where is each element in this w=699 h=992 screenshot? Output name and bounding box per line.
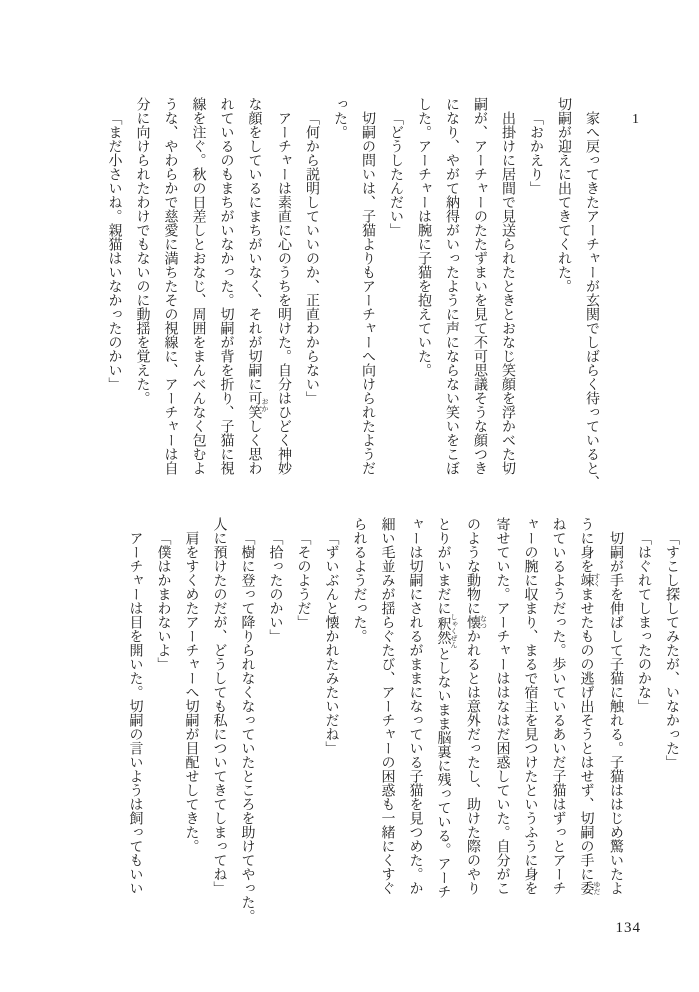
text-line: 肩をすくめたアーチャーへ切嗣が目配せしてきた。 xyxy=(183,531,199,853)
ruby-annotation: 懐 なつ xyxy=(465,615,488,629)
ruby-annotation: 可笑 おか xyxy=(246,391,269,419)
text-line: 「どうしたんだい」 xyxy=(388,111,403,237)
text-block-bottom xyxy=(121,517,686,923)
text-line: れているのもまちがいなかった。切嗣が背を折り、子猫に視 xyxy=(218,97,234,475)
text-line: 細い毛並みが揺らぐたび、アーチャーの困惑も一緒にくすぐ xyxy=(379,517,395,895)
section-number: 1 xyxy=(628,112,643,127)
text-line: 人に預けたのだが、どうしても私についてきてしまってね」 xyxy=(211,517,227,895)
text-line: な顔をしているにまちがいなく、それが切嗣に可笑 おかしく思わ xyxy=(246,97,269,475)
text-line: 「僕はかまわないよ」 xyxy=(155,531,171,671)
text-line: 「そのようだ」 xyxy=(295,531,311,629)
text-block-top xyxy=(100,97,650,489)
ruby-annotation: 竦 すく xyxy=(578,573,601,587)
text-line: 嗣が、アーチャーのたたずまいを見て不可思議そうな顔つき xyxy=(472,97,487,475)
ruby-annotation: 委 ゆだ xyxy=(578,881,601,895)
text-line: 寄せていた。アーチャーははなはだ困惑していた。自分がこ xyxy=(494,517,510,895)
text-line: になり、やがて納得がいったように声にならない笑いをこぼ xyxy=(444,97,459,475)
text-line: 分に向けられたわけでもないのに動揺を覚えた。 xyxy=(134,97,150,405)
text-line: うに身を竦 すくませたものの逃げ出そうとはせず、切嗣の手に委 ゆだ xyxy=(578,517,601,895)
text-line: 「拾ったのかい」 xyxy=(267,531,283,643)
text-line: ャーは切嗣にされるがままになっている子猫を見つめた。か xyxy=(407,517,423,895)
text-line: した。アーチャーは腕に子猫を抱えていた。 xyxy=(416,97,431,377)
text-line: 切嗣が迎えに出てきてくれた。 xyxy=(556,97,571,293)
text-line: られるようだった。 xyxy=(351,517,367,643)
text-line: 切嗣の問いは、子猫よりもアーチャーへ向けられたようだ xyxy=(360,111,375,475)
text-line: 「はぐれてしまったのかな」 xyxy=(636,531,651,713)
text-line: 「ずいぶんと懐かれたみたいだね」 xyxy=(323,531,339,755)
ruby-annotation: 釈然 しゃくぜん xyxy=(435,613,458,649)
text-line: 「何から説明していいのか、正直わからない」 xyxy=(304,111,319,405)
text-line: 家へ戻ってきたアーチャーが玄関でしばらく待っていると、 xyxy=(584,111,599,489)
text-line: うな、やわらかで慈愛に満ちたその視線に、アーチャーは自 xyxy=(162,97,178,475)
text-line: 「まだ小さいね。親猫はいなかったのかい」 xyxy=(106,111,122,391)
text-line: 「樹に登って降りられなくなっていたところを助けてやった。 xyxy=(239,531,255,923)
page-number: 134 xyxy=(615,920,641,936)
text-line: アーチャーは素直に心のうちを明けた。自分はひどく神妙 xyxy=(276,111,291,475)
text-line: った。 xyxy=(332,97,347,139)
text-line: とりがいまだに釈然 しゃくぜんとしないまま脳裏に残っている。アーチ xyxy=(435,517,458,899)
text-line: 「すこし探してみたが、いなかった」 xyxy=(664,531,679,769)
text-line: 出掛けに居間で見送られたときとおなじ笑顔を浮かべた切 xyxy=(500,111,515,475)
text-line: ねているようだった。歩いているあいだ子猫はずっとアーチ xyxy=(550,517,566,895)
text-line: のような動物に懐 なつかれるとは意外だったし、助けた際のやり xyxy=(465,517,488,895)
text-line: 線を注ぐ。秋の日差しとおなじ、周囲をまんべんなく包むよ xyxy=(190,97,206,475)
text-line: ャーの腕に収まり、まるで宿主を見つけたというふうに身を xyxy=(522,517,538,895)
text-line: アーチャーは目を開いた。切嗣の言いようは飼ってもいい xyxy=(127,531,143,895)
text-line: 切嗣が手を伸ばして子猫に触れる。子猫ははじめ驚いたよ xyxy=(608,531,623,895)
text-line: 「おかえり」 xyxy=(528,111,543,195)
